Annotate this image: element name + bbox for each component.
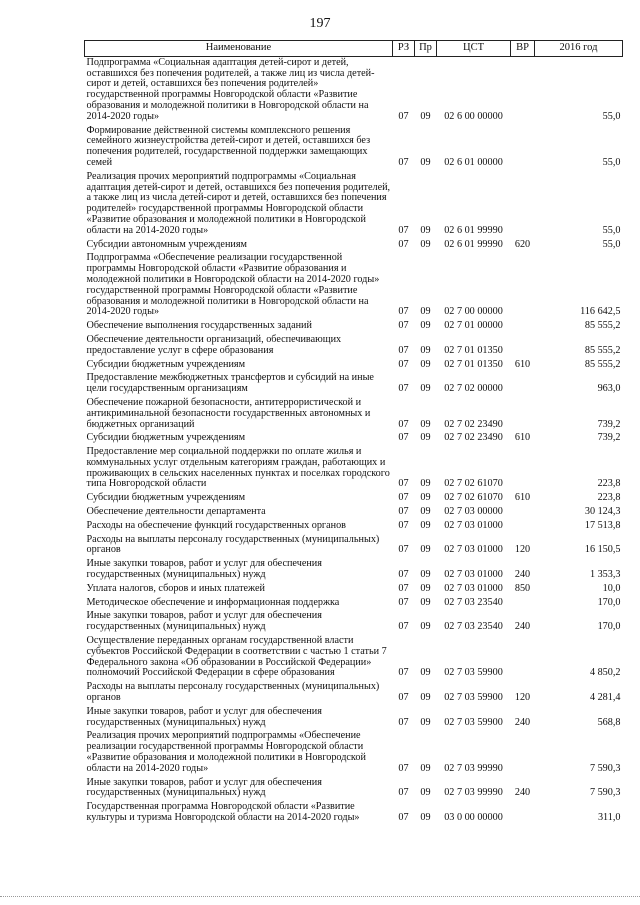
cell-pr: 09	[420, 358, 431, 370]
cell-vr: 120	[514, 692, 531, 704]
cell-vr	[511, 506, 535, 520]
cell-vr: 120	[514, 544, 531, 556]
cell-vr: 610	[514, 358, 531, 370]
cell-sum: 85 555,2	[584, 320, 621, 332]
header-vr: ВР	[511, 41, 535, 57]
table-row	[85, 583, 623, 597]
cell-sum: 223,8	[597, 478, 621, 490]
cell-name: Формирование действенной системы комплексного решения семейного жизнеустройства детей-сирот и детей, оставшихся без попечения родителей, государственной поддержки замещающих семей	[86, 124, 371, 168]
page-number: 197	[309, 16, 331, 31]
cell-rz: 07	[398, 344, 409, 356]
cell-rz: 07	[398, 110, 409, 122]
cell-cst: 02 7 03 59900	[444, 692, 503, 704]
cell-sum: 739,2	[597, 418, 621, 430]
cell-name: Предоставление межбюджетных трансфертов и субсидий на иные цели государственным организациям	[86, 372, 374, 395]
cell-name: Обеспечение выполнения государственных заданий	[86, 320, 312, 332]
cell-pr: 09	[420, 110, 431, 122]
cell-cst: 02 7 03 01000	[444, 544, 503, 556]
header-name: Наименование	[85, 41, 393, 57]
cell-sum: 739,2	[597, 432, 621, 444]
cell-vr	[511, 520, 535, 534]
cell-cst: 02 7 02 61070	[444, 478, 503, 490]
cell-vr	[511, 635, 535, 681]
cell-pr: 09	[420, 621, 431, 633]
cell-name: Расходы на обеспечение функций государственных органов	[86, 519, 346, 531]
cell-pr: 09	[420, 156, 431, 168]
header-rz: РЗ	[393, 41, 415, 57]
cell-rz: 07	[398, 582, 409, 594]
cell-sum: 55,0	[602, 224, 621, 236]
cell-pr: 09	[420, 306, 431, 318]
cell-sum: 4 850,2	[589, 667, 621, 679]
cell-vr	[511, 801, 535, 826]
cell-cst: 02 7 03 99990	[444, 787, 503, 799]
cell-cst: 02 7 01 00000	[444, 320, 503, 332]
cell-pr: 09	[420, 418, 431, 430]
cell-name: Обеспечение деятельности департамента	[86, 506, 266, 518]
cell-sum: 7 590,3	[589, 762, 621, 774]
bottom-scan-line	[0, 896, 640, 897]
cell-sum: 10,0	[602, 582, 621, 594]
cell-pr: 09	[420, 569, 431, 581]
cell-cst: 02 7 03 99990	[444, 762, 503, 774]
cell-cst: 02 6 01 00000	[444, 156, 503, 168]
cell-cst: 02 7 01 01350	[444, 358, 503, 370]
cell-name: Обеспечение пожарной безопасности, антитеррористической и антикриминальной безопасности государственных автономных и бюджетных организаций	[86, 396, 371, 430]
cell-vr	[511, 597, 535, 611]
cell-cst: 02 7 01 01350	[444, 344, 503, 356]
cell-pr: 09	[420, 478, 431, 490]
cell-vr	[511, 171, 535, 239]
table-row	[85, 681, 623, 706]
cell-name: Иные закупки товаров, работ и услуг для обеспечения государственных (муниципальных) нужд	[86, 610, 322, 633]
cell-rz: 07	[398, 383, 409, 395]
cell-cst: 02 7 03 23540	[444, 621, 503, 633]
cell-rz: 07	[398, 787, 409, 799]
cell-rz: 07	[398, 667, 409, 679]
table-row	[85, 492, 623, 506]
cell-name: Иные закупки товаров, работ и услуг для обеспечения государственных (муниципальных) нужд	[86, 558, 322, 581]
cell-pr: 09	[420, 812, 431, 823]
cell-vr	[511, 334, 535, 359]
cell-pr: 09	[420, 692, 431, 704]
cell-name: Иные закупки товаров, работ и услуг для обеспечения государственных (муниципальных) нужд	[86, 705, 322, 728]
cell-name: Расходы на выплаты персоналу государственных (муниципальных) органов	[86, 533, 380, 556]
cell-rz: 07	[398, 762, 409, 774]
cell-cst: 02 7 03 23540	[444, 596, 503, 608]
cell-cst: 02 7 02 23490	[444, 432, 503, 444]
table-row	[85, 320, 623, 334]
cell-cst: 02 7 03 01000	[444, 519, 503, 531]
cell-rz: 07	[398, 596, 409, 608]
cell-cst: 02 7 03 01000	[444, 582, 503, 594]
table-row	[85, 610, 623, 635]
cell-cst: 02 7 03 01000	[444, 569, 503, 581]
cell-rz: 07	[398, 621, 409, 633]
cell-pr: 09	[420, 596, 431, 608]
table-body	[85, 56, 623, 826]
cell-vr: 240	[514, 621, 531, 633]
cell-cst: 02 6 01 99990	[444, 238, 503, 250]
cell-sum: 568,8	[597, 716, 621, 728]
cell-pr: 09	[420, 716, 431, 728]
cell-pr: 09	[420, 383, 431, 395]
cell-pr: 09	[420, 667, 431, 679]
cell-sum: 170,0	[597, 621, 621, 633]
cell-sum: 16 150,5	[584, 544, 621, 556]
table-header-row	[85, 41, 623, 57]
cell-vr: 240	[514, 569, 531, 581]
cell-pr: 09	[420, 506, 431, 518]
cell-rz: 07	[398, 569, 409, 581]
cell-rz: 07	[398, 306, 409, 318]
table-row	[85, 558, 623, 583]
header-sum: 2016 год	[535, 41, 623, 57]
cell-name: Реализация прочих мероприятий подпрограммы «Социальная адаптация детей-сирот и детей, оставшихся без попечения родителей, а также лиц из числа детей-сирот и детей, оставшихся без попечения родителей» государственной программы Новгородской области «Развитие образования и молодежной политики в Новгородской области на 2014-2020 годы»	[86, 170, 391, 236]
cell-rz: 07	[398, 544, 409, 556]
budget-table	[84, 40, 623, 826]
cell-name: Предоставление мер социальной поддержки по оплате жилья и коммунальных услуг отдельным категориям граждан, работающих и проживающих в сельских населенных пунктах и поселках городского типа Новгородской области	[86, 446, 390, 490]
cell-sum: 223,8	[597, 492, 621, 504]
cell-rz: 07	[398, 716, 409, 728]
cell-sum: 170,0	[597, 596, 621, 608]
table-row	[85, 239, 623, 253]
cell-pr: 09	[420, 787, 431, 799]
cell-name: Расходы на выплаты персоналу государственных (муниципальных) органов	[86, 681, 380, 704]
table-row	[85, 597, 623, 611]
table-row	[85, 252, 623, 320]
cell-vr	[511, 125, 535, 171]
cell-name: Субсидии автономным учреждениям	[86, 238, 247, 250]
cell-rz: 07	[398, 506, 409, 518]
cell-sum: 7 590,3	[589, 787, 621, 799]
cell-name: Обеспечение деятельности организаций, обеспечивающих предоставление услуг в сфере образования	[86, 333, 342, 356]
cell-name: Методическое обеспечение и информационная поддержка	[86, 596, 340, 608]
cell-pr: 09	[420, 544, 431, 556]
cell-pr: 09	[420, 238, 431, 250]
cell-cst: 02 7 02 00000	[444, 383, 503, 395]
cell-rz: 07	[398, 358, 409, 370]
cell-vr: 850	[514, 582, 531, 594]
cell-name: Государственная программа Новгородской области «Развитие культуры и туризма Новгородской области на 2014-2020 годы»	[86, 801, 360, 823]
cell-vr	[511, 446, 535, 492]
cell-rz: 07	[398, 238, 409, 250]
table-row	[85, 359, 623, 373]
cell-cst: 02 7 02 23490	[444, 418, 503, 430]
table-row	[85, 171, 623, 239]
table-row	[85, 372, 623, 397]
cell-sum: 963,0	[597, 383, 621, 395]
cell-name: Субсидии бюджетным учреждениям	[86, 492, 246, 504]
cell-sum: 55,0	[602, 156, 621, 168]
cell-pr: 09	[420, 492, 431, 504]
cell-vr	[511, 372, 535, 397]
cell-cst: 02 7 03 59900	[444, 667, 503, 679]
cell-name: Подпрограмма «Социальная адаптация детей-сирот и детей, оставшихся без попечения родителей, а также лиц из числа детей-сирот и детей, оставшихся без попечения родителей» государственной программы Новгородской области «Развитие образования и молодежной политики в Новгородской области на 2014-2020 годы»	[86, 56, 375, 122]
cell-pr: 09	[420, 762, 431, 774]
cell-rz: 07	[398, 812, 409, 823]
cell-pr: 09	[420, 582, 431, 594]
cell-sum: 30 124,3	[584, 506, 621, 518]
cell-rz: 07	[398, 156, 409, 168]
cell-rz: 07	[398, 478, 409, 490]
cell-name: Субсидии бюджетным учреждениям	[86, 358, 246, 370]
cell-cst: 02 7 03 00000	[444, 506, 503, 518]
cell-rz: 07	[398, 320, 409, 332]
table-row	[85, 706, 623, 731]
cell-name: Уплата налогов, сборов и иных платежей	[86, 582, 265, 594]
header-pr: Пр	[415, 41, 437, 57]
cell-rz: 07	[398, 692, 409, 704]
cell-cst: 02 7 02 61070	[444, 492, 503, 504]
cell-pr: 09	[420, 344, 431, 356]
cell-cst: 02 7 00 00000	[444, 306, 503, 318]
cell-vr	[511, 397, 535, 432]
cell-vr: 620	[514, 238, 531, 250]
table-row	[85, 777, 623, 802]
cell-cst: 02 6 01 99990	[444, 224, 503, 236]
cell-vr	[511, 252, 535, 320]
header-cst: ЦСТ	[437, 41, 511, 57]
cell-vr: 610	[514, 432, 531, 444]
cell-name: Осуществление переданных органам государственной власти субъектов Российской Федерации в соответствии с частью 1 статьи 7 Федерального закона «Об образовании в Российской Федерации» полномочий Российской Федерации в сфере образования	[86, 635, 387, 679]
cell-sum: 1 353,3	[589, 569, 621, 581]
cell-name: Иные закупки товаров, работ и услуг для обеспечения государственных (муниципальных) нужд	[86, 776, 322, 799]
table-row	[85, 334, 623, 359]
table-row	[85, 635, 623, 681]
cell-vr	[511, 320, 535, 334]
cell-sum: 116 642,5	[580, 306, 621, 318]
cell-pr: 09	[420, 320, 431, 332]
cell-vr: 240	[514, 716, 531, 728]
cell-name: Подпрограмма «Обеспечение реализации государственной программы Новгородской области «Развитие образования и молодежной политики в Новгородской области на 2014-2020 годы» государственной программы Новгородской области «Развитие образования и молодежной политики в Новгородской области на 2014-2020 годы»	[86, 252, 380, 318]
table-row	[85, 432, 623, 446]
table-row	[85, 801, 623, 826]
cell-pr: 09	[420, 432, 431, 444]
cell-pr: 09	[420, 519, 431, 531]
table-row	[85, 520, 623, 534]
table-row	[85, 730, 623, 776]
cell-sum: 17 513,8	[584, 519, 621, 531]
table-row	[85, 506, 623, 520]
cell-rz: 07	[398, 519, 409, 531]
cell-vr: 240	[514, 787, 531, 799]
cell-cst: 03 0 00 00000	[444, 812, 503, 823]
table-row	[85, 125, 623, 171]
cell-vr	[511, 730, 535, 776]
table-row	[85, 397, 623, 432]
cell-sum: 55,0	[602, 238, 621, 250]
cell-rz: 07	[398, 492, 409, 504]
cell-sum: 55,0	[602, 110, 621, 122]
cell-sum: 85 555,2	[584, 344, 621, 356]
cell-rz: 07	[398, 418, 409, 430]
cell-vr: 610	[514, 492, 531, 504]
cell-sum: 311,0	[597, 812, 621, 823]
table-row	[85, 534, 623, 559]
cell-sum: 85 555,2	[584, 358, 621, 370]
cell-cst: 02 6 00 00000	[444, 110, 503, 122]
cell-rz: 07	[398, 224, 409, 236]
table-row	[85, 446, 623, 492]
cell-sum: 4 281,4	[589, 692, 621, 704]
cell-cst: 02 7 03 59900	[444, 716, 503, 728]
cell-vr	[511, 56, 535, 124]
cell-pr: 09	[420, 224, 431, 236]
cell-name: Реализация прочих мероприятий подпрограммы «Обеспечение реализации государственной программы Новгородской области «Развитие образования и молодежной политики в Новгородской области на 2014-2020 годы»	[86, 730, 366, 774]
cell-name: Субсидии бюджетным учреждениям	[86, 432, 246, 444]
cell-rz: 07	[398, 432, 409, 444]
table-row	[85, 56, 623, 124]
